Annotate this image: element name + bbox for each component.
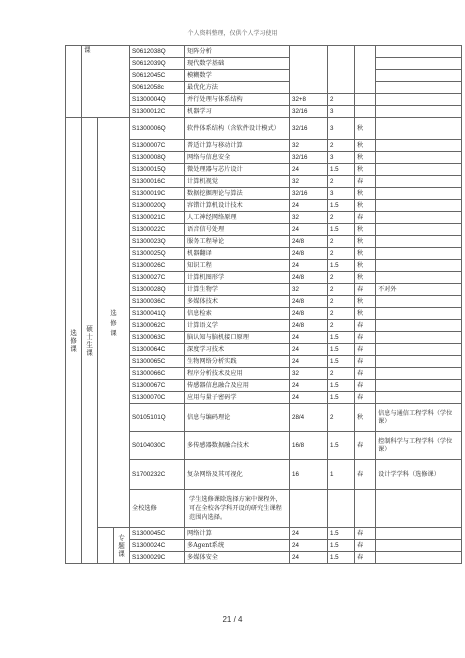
course-name: 数据挖掘理论与算法 <box>185 188 290 200</box>
course-note <box>376 140 462 152</box>
course-hours: 32 <box>290 140 328 152</box>
course-hours: 32/16 <box>290 188 328 200</box>
course-name: 多媒体安全 <box>185 552 290 564</box>
course-credits: 1.5 <box>328 260 355 272</box>
course-note <box>376 368 462 380</box>
course-semester: 春 <box>355 320 376 332</box>
course-name: 机器翻译 <box>185 248 290 260</box>
course-hours: 32/16 <box>290 118 328 140</box>
course-credits: 1.5 <box>328 332 355 344</box>
course-semester: 春 <box>355 212 376 224</box>
course-name: 传感器信息融合及应用 <box>185 380 290 392</box>
course-semester: 秋 <box>355 248 376 260</box>
course-credits: 3 <box>328 188 355 200</box>
course-semester: 春 <box>355 552 376 564</box>
course-semester: 秋 <box>355 188 376 200</box>
course-credits: 1.5 <box>328 528 355 540</box>
course-table-body <box>66 46 462 564</box>
course-name: 计算语义学 <box>185 320 290 332</box>
course-name: 多媒体技术 <box>185 296 290 308</box>
course-name: 并行处理与体系结构 <box>185 94 290 106</box>
course-code: S1700232C <box>130 460 185 490</box>
blank-cell <box>328 490 355 528</box>
blank-cell <box>290 490 328 528</box>
special-topic-label: 专 题 课 <box>114 528 130 564</box>
course-credits: 2 <box>328 284 355 296</box>
category-label: 课 <box>82 46 130 118</box>
course-note <box>376 118 462 140</box>
course-name: 容错计算机设计技术 <box>185 200 290 212</box>
course-code: S0612038Q <box>130 46 185 58</box>
course-note <box>376 248 462 260</box>
course-credits <box>328 46 355 94</box>
course-code: S1300004Q <box>130 94 185 106</box>
course-hours: 28/4 <box>290 404 328 432</box>
course-credits: 1.5 <box>328 344 355 356</box>
course-hours: 24/8 <box>290 272 328 284</box>
page-number: 21 / 4 <box>222 615 243 624</box>
level-label: 硕 士 生 课 <box>82 118 98 564</box>
course-note <box>376 356 462 368</box>
course-code: S1300022C <box>130 224 185 236</box>
course-credits: 2 <box>328 94 355 106</box>
course-note <box>376 224 462 236</box>
course-credits: 3 <box>328 106 355 118</box>
course-code: S0612045C <box>130 70 185 82</box>
course-hours: 24 <box>290 528 328 540</box>
course-name: 多传感器数据融合技术 <box>185 432 290 460</box>
course-name: 程序分析技术及应用 <box>185 368 290 380</box>
campus-elective-text: 学生选修课除选择方案中课程外，可在全校各学科开设的研究生课程范围内选择。 <box>185 490 290 528</box>
course-code: S1300020Q <box>130 200 185 212</box>
course-code: S1300015Q <box>130 164 185 176</box>
table-row <box>66 528 462 540</box>
campus-elective-label: 全校选修 <box>130 490 185 528</box>
course-hours: 24 <box>290 552 328 564</box>
course-note <box>376 392 462 404</box>
blank-cell <box>98 528 114 564</box>
course-note <box>376 188 462 200</box>
course-name: 机器学习 <box>185 106 290 118</box>
course-name: 信息检索 <box>185 308 290 320</box>
blank-cell <box>355 490 376 528</box>
course-note <box>376 380 462 392</box>
course-credits: 2 <box>328 176 355 188</box>
course-note: 设计学学科（选修课） <box>376 460 462 490</box>
course-semester: 春 <box>355 432 376 460</box>
course-note: 不对外 <box>376 284 462 296</box>
course-semester: 春 <box>355 540 376 552</box>
course-credits: 1.5 <box>328 540 355 552</box>
course-credits: 1 <box>328 460 355 490</box>
course-hours: 32 <box>290 284 328 296</box>
course-code: S1300025Q <box>130 248 185 260</box>
course-credits: 1.5 <box>328 164 355 176</box>
course-code: S1300023Q <box>130 236 185 248</box>
course-hours: 16/8 <box>290 432 328 460</box>
course-semester: 春 <box>355 368 376 380</box>
course-hours: 24 <box>290 540 328 552</box>
course-hours <box>290 46 328 94</box>
blank-cell <box>66 46 82 118</box>
course-code: S1300066C <box>130 368 185 380</box>
course-note <box>376 540 462 552</box>
course-code: S1300045C <box>130 528 185 540</box>
course-hours: 24 <box>290 164 328 176</box>
course-name: 生物网络分析实践 <box>185 356 290 368</box>
course-semester: 秋 <box>355 404 376 432</box>
course-credits: 2 <box>328 320 355 332</box>
course-credits: 2 <box>328 248 355 260</box>
group-label: 选 修 课 <box>98 118 130 528</box>
course-hours: 32+8 <box>290 94 328 106</box>
course-name: 信息与编码理论 <box>185 404 290 432</box>
course-semester: 秋 <box>355 140 376 152</box>
course-credits: 1.5 <box>328 380 355 392</box>
course-note <box>376 272 462 284</box>
course-code: S1300029C <box>130 552 185 564</box>
course-code: S1300024C <box>130 540 185 552</box>
course-semester: 秋 <box>355 260 376 272</box>
course-code: S0612058c <box>130 82 185 94</box>
course-code: S1300041Q <box>130 308 185 320</box>
course-note <box>376 70 462 82</box>
course-code: S0104030C <box>130 432 185 460</box>
course-hours: 24 <box>290 392 328 404</box>
course-hours: 24/8 <box>290 320 328 332</box>
course-hours: 32 <box>290 212 328 224</box>
course-semester <box>355 46 376 94</box>
course-name: 计算机视觉 <box>185 176 290 188</box>
course-note <box>376 106 462 118</box>
category-label: 选 修 课 <box>66 118 82 564</box>
course-hours: 32 <box>290 176 328 188</box>
course-credits: 3 <box>328 118 355 140</box>
course-name: 计算机图形学 <box>185 272 290 284</box>
course-note <box>376 212 462 224</box>
course-hours: 24 <box>290 332 328 344</box>
course-credits: 2 <box>328 296 355 308</box>
course-credits: 2 <box>328 212 355 224</box>
course-credits: 1.5 <box>328 392 355 404</box>
course-code: S1300021C <box>130 212 185 224</box>
course-semester <box>355 106 376 118</box>
course-note <box>376 320 462 332</box>
course-credits: 1.5 <box>328 200 355 212</box>
course-code: S0612039Q <box>130 58 185 70</box>
course-credits: 1.5 <box>328 552 355 564</box>
course-name: 模糊数学 <box>185 70 290 82</box>
course-note <box>376 152 462 164</box>
course-name: 普适计算与移动计算 <box>185 140 290 152</box>
course-credits: 1.5 <box>328 224 355 236</box>
course-semester: 秋 <box>355 308 376 320</box>
course-code: S0105101Q <box>130 404 185 432</box>
course-note: 控制科学与工程学科（学位课） <box>376 432 462 460</box>
course-name: 脑认知与脑机接口原理 <box>185 332 290 344</box>
course-note <box>376 200 462 212</box>
course-credits: 2 <box>328 272 355 284</box>
table-row <box>66 118 462 140</box>
course-semester: 秋 <box>355 164 376 176</box>
course-semester: 春 <box>355 176 376 188</box>
course-hours: 16 <box>290 460 328 490</box>
course-name: 计算生物学 <box>185 284 290 296</box>
course-credits: 1.5 <box>328 356 355 368</box>
course-code: S1300062C <box>130 320 185 332</box>
course-semester: 春 <box>355 460 376 490</box>
course-semester: 秋 <box>355 118 376 140</box>
course-semester: 春 <box>355 528 376 540</box>
course-credits: 2 <box>328 404 355 432</box>
course-name: 矩阵分析 <box>185 46 290 58</box>
course-semester: 春 <box>355 356 376 368</box>
course-name: 深度学习技术 <box>185 344 290 356</box>
course-semester: 春 <box>355 380 376 392</box>
course-code: S1300064C <box>130 344 185 356</box>
course-note <box>376 164 462 176</box>
course-hours: 32/16 <box>290 152 328 164</box>
course-hours: 24 <box>290 380 328 392</box>
course-hours: 24/8 <box>290 308 328 320</box>
course-hours: 32/16 <box>290 106 328 118</box>
course-note <box>376 46 462 58</box>
course-code: S1300016C <box>130 176 185 188</box>
course-code: S1300036C <box>130 296 185 308</box>
course-credits: 2 <box>328 308 355 320</box>
course-name: 应用与量子密码学 <box>185 392 290 404</box>
course-code: S1300019C <box>130 188 185 200</box>
course-name: 软件体系结构（含软件设计模式） <box>185 118 290 140</box>
course-note <box>376 528 462 540</box>
course-name: 人工神经网络原理 <box>185 212 290 224</box>
course-semester: 秋 <box>355 152 376 164</box>
course-semester: 秋 <box>355 200 376 212</box>
course-name: 微处理器与芯片设计 <box>185 164 290 176</box>
course-name: 知识工程 <box>185 260 290 272</box>
table-row <box>66 46 462 58</box>
course-code: S1300028Q <box>130 284 185 296</box>
course-name: 服务工程导论 <box>185 236 290 248</box>
course-credits: 2 <box>328 236 355 248</box>
course-code: S1300067C <box>130 380 185 392</box>
course-semester: 春 <box>355 392 376 404</box>
course-note <box>376 296 462 308</box>
course-code: S1300027C <box>130 272 185 284</box>
course-credits: 3 <box>328 152 355 164</box>
course-credits: 2 <box>328 368 355 380</box>
course-hours: 32 <box>290 368 328 380</box>
course-hours: 24/8 <box>290 248 328 260</box>
course-semester: 春 <box>355 332 376 344</box>
course-note <box>376 332 462 344</box>
course-semester: 秋 <box>355 224 376 236</box>
course-hours: 24/8 <box>290 296 328 308</box>
course-code: S1300065C <box>130 356 185 368</box>
page-header: 个人资料整理，仅供个人学习使用 <box>187 30 278 37</box>
course-code: S1300006Q <box>130 118 185 140</box>
course-table <box>65 45 462 564</box>
course-code: S1300012C <box>130 106 185 118</box>
course-code: S1300026C <box>130 260 185 272</box>
course-note <box>376 58 462 70</box>
course-credits: 1.5 <box>328 432 355 460</box>
course-semester: 春 <box>355 284 376 296</box>
course-credits: 2 <box>328 140 355 152</box>
course-semester: 秋 <box>355 236 376 248</box>
blank-cell <box>376 490 462 528</box>
course-hours: 24 <box>290 200 328 212</box>
course-hours: 24 <box>290 356 328 368</box>
course-name: 多Agent系统 <box>185 540 290 552</box>
course-semester: 秋 <box>355 296 376 308</box>
course-code: S1300007C <box>130 140 185 152</box>
course-note <box>376 552 462 564</box>
course-note <box>376 236 462 248</box>
course-semester: 秋 <box>355 272 376 284</box>
course-note <box>376 82 462 94</box>
course-note <box>376 344 462 356</box>
course-semester: 春 <box>355 344 376 356</box>
course-name: 现代数学基础 <box>185 58 290 70</box>
course-hours: 24 <box>290 344 328 356</box>
course-semester <box>355 94 376 106</box>
course-name: 复杂网络及其可视化 <box>185 460 290 490</box>
course-note <box>376 260 462 272</box>
course-hours: 24/8 <box>290 236 328 248</box>
course-name: 语音信号处理 <box>185 224 290 236</box>
course-name: 最优化方法 <box>185 82 290 94</box>
course-code: S1300070C <box>130 392 185 404</box>
course-note: 信息与通信工程学科（学位课） <box>376 404 462 432</box>
course-hours: 24 <box>290 260 328 272</box>
course-note <box>376 176 462 188</box>
course-note <box>376 308 462 320</box>
course-name: 网络与信息安全 <box>185 152 290 164</box>
course-hours: 24 <box>290 224 328 236</box>
course-name: 网络计算 <box>185 528 290 540</box>
course-code: S1300008Q <box>130 152 185 164</box>
course-note <box>376 94 462 106</box>
course-code: S1300063C <box>130 332 185 344</box>
